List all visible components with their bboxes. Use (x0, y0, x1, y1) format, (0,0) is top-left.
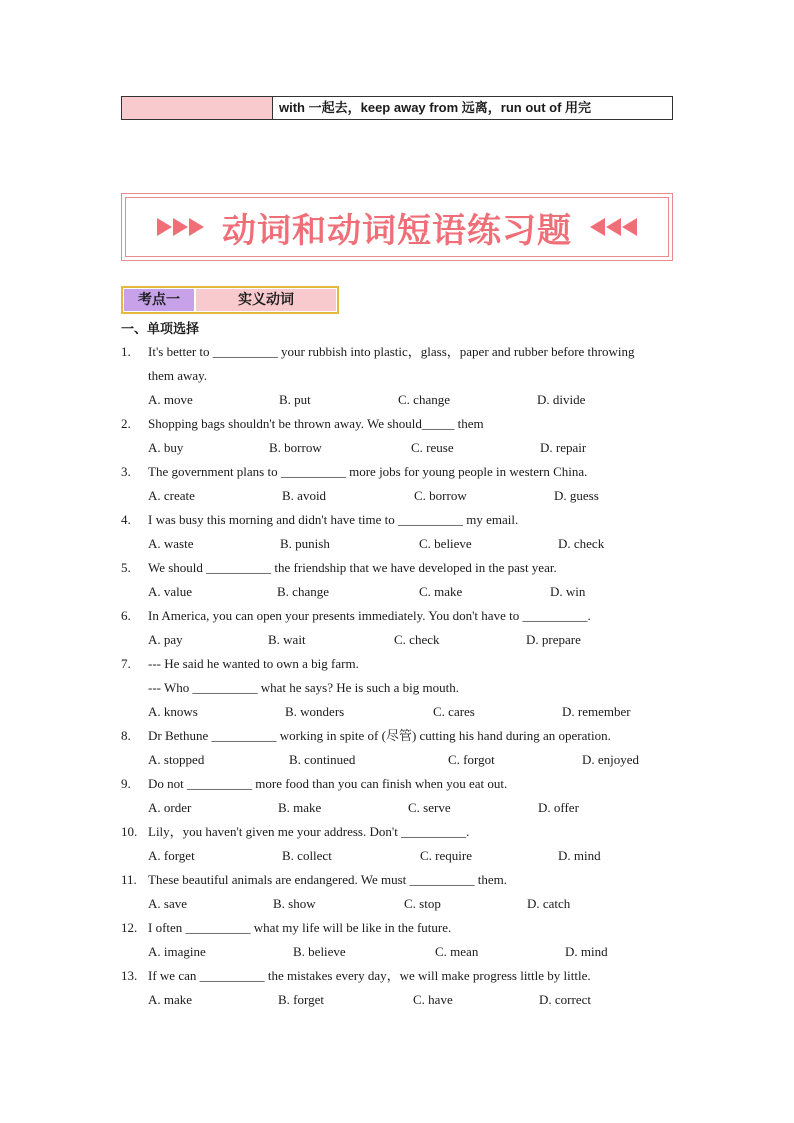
kaodian-badge (121, 286, 339, 314)
answer-option: D. mind (558, 848, 601, 863)
answer-option: D. guess (554, 488, 599, 503)
table-label-cell (122, 97, 273, 119)
options-row (121, 388, 681, 412)
answer-option: D. mind (565, 944, 608, 959)
answer-option: B. continued (289, 752, 356, 767)
question-text: The government plans to __________ more jobs for young people in western China. (148, 464, 588, 479)
question-line (121, 676, 681, 700)
title-banner (121, 193, 673, 261)
answer-option: A. imagine (148, 944, 206, 959)
answer-option: A. make (148, 992, 193, 1007)
answer-option: B. make (278, 800, 322, 815)
answer-option: B. forget (278, 992, 324, 1007)
answer-option: B. wonders (285, 704, 345, 719)
question-line (121, 508, 681, 532)
question-line (121, 604, 681, 628)
options-row (121, 988, 681, 1012)
answer-option: D. check (558, 536, 605, 551)
question-line (121, 460, 681, 484)
question-line (121, 964, 681, 988)
answer-option: A. move (148, 392, 193, 407)
question-text: I often __________ what my life will be like in the future. (148, 920, 452, 935)
question-text: If we can __________ the mistakes every day，we will make progress little by little. (148, 968, 591, 983)
answer-option: A. buy (148, 440, 184, 455)
options-row (121, 892, 681, 916)
question-number: 9. (121, 776, 131, 791)
answer-option: A. waste (148, 536, 194, 551)
options-row (121, 940, 681, 964)
options-row (121, 580, 681, 604)
question-line (121, 724, 681, 748)
question-number: 13. (121, 968, 138, 983)
answer-option: D. remember (562, 704, 631, 719)
question-line (121, 652, 681, 676)
answer-option: C. require (420, 848, 472, 863)
question-line (121, 412, 681, 436)
answer-option: A. value (148, 584, 193, 599)
question-text: In America, you can open your presents immediately. You don't have to __________. (148, 608, 591, 623)
answer-option: B. change (277, 584, 329, 599)
question-line (121, 916, 681, 940)
answer-option: C. stop (404, 896, 441, 911)
answer-option: A. stopped (148, 752, 205, 767)
question-text: Lily，you haven't given me your address. Don't __________. (148, 824, 470, 839)
table-text-cell: with 一起去，keep away from 远离，run out of 用完 (279, 100, 592, 115)
options-row (121, 748, 681, 772)
question-number: 10. (121, 824, 138, 839)
answer-option: C. make (419, 584, 463, 599)
options-row (121, 796, 681, 820)
answer-option: C. cares (433, 704, 475, 719)
question-line (121, 340, 681, 364)
question-text: It's better to __________ your rubbish into plastic，glass，paper and rubber before throwing (148, 344, 635, 359)
question-number: 2. (121, 416, 131, 431)
question-list (121, 340, 681, 1012)
question-text: We should __________ the friendship that we have developed in the past year. (148, 560, 557, 575)
question-text: Shopping bags shouldn't be thrown away. We should_____ them (148, 416, 484, 431)
question-number: 5. (121, 560, 131, 575)
answer-option: D. repair (540, 440, 587, 455)
question-number: 6. (121, 608, 131, 623)
answer-option: C. reuse (411, 440, 454, 455)
question-text: Dr Bethune __________ working in spite of (尽管) cutting his hand during an operation. (148, 728, 611, 743)
kaodian-label: 考点一 (124, 289, 194, 311)
answer-option: B. put (279, 392, 311, 407)
question-line (121, 364, 681, 388)
section-title: 一、单项选择 (121, 322, 200, 337)
question-text: them away. (148, 368, 208, 383)
answer-option: B. punish (280, 536, 330, 551)
options-row (121, 844, 681, 868)
title-banner-inner (125, 197, 669, 257)
answer-option: A. create (148, 488, 195, 503)
answer-option: A. save (148, 896, 187, 911)
answer-option: D. correct (539, 992, 591, 1007)
options-row (121, 436, 681, 460)
kaodian-topic: 实义动词 (196, 289, 336, 311)
answer-option: A. knows (148, 704, 198, 719)
answer-option: D. catch (527, 896, 571, 911)
answer-option: A. pay (148, 632, 183, 647)
answer-option: C. check (394, 632, 440, 647)
question-number: 8. (121, 728, 131, 743)
answer-option: C. mean (435, 944, 479, 959)
question-text: --- Who __________ what he says? He is such a big mouth. (148, 680, 459, 695)
answer-option: B. avoid (282, 488, 327, 503)
answer-option: D. win (550, 584, 586, 599)
options-row (121, 484, 681, 508)
answer-option: C. borrow (414, 488, 467, 503)
question-number: 4. (121, 512, 131, 527)
answer-option: D. enjoyed (582, 752, 640, 767)
answer-option: D. prepare (526, 632, 581, 647)
answer-option: C. believe (419, 536, 472, 551)
answer-option: B. show (273, 896, 316, 911)
answer-option: C. change (398, 392, 450, 407)
question-text: I was busy this morning and didn't have time to __________ my email. (148, 512, 519, 527)
options-row (121, 628, 681, 652)
page-title: 动词和动词短语练习题 (222, 210, 572, 251)
question-line (121, 820, 681, 844)
question-text: These beautiful animals are endangered. We must __________ them. (148, 872, 507, 887)
left-arrows-icon (590, 218, 637, 236)
vocab-table-row (121, 96, 673, 120)
question-text: Do not __________ more food than you can finish when you eat out. (148, 776, 508, 791)
answer-option: A. order (148, 800, 192, 815)
answer-option: C. forgot (448, 752, 495, 767)
answer-option: B. borrow (269, 440, 322, 455)
question-number: 1. (121, 344, 131, 359)
right-arrows-icon (157, 218, 204, 236)
question-text: --- He said he wanted to own a big farm. (148, 656, 359, 671)
answer-option: B. collect (282, 848, 332, 863)
answer-option: C. have (413, 992, 453, 1007)
question-line (121, 868, 681, 892)
options-row (121, 532, 681, 556)
answer-option: C. serve (408, 800, 451, 815)
answer-option: B. believe (293, 944, 346, 959)
question-number: 11. (121, 872, 137, 887)
answer-option: D. divide (537, 392, 586, 407)
answer-option: A. forget (148, 848, 195, 863)
question-line (121, 772, 681, 796)
answer-option: D. offer (538, 800, 579, 815)
answer-option: B. wait (268, 632, 306, 647)
options-row (121, 700, 681, 724)
question-number: 7. (121, 656, 131, 671)
question-number: 3. (121, 464, 131, 479)
question-number: 12. (121, 920, 138, 935)
question-line (121, 556, 681, 580)
